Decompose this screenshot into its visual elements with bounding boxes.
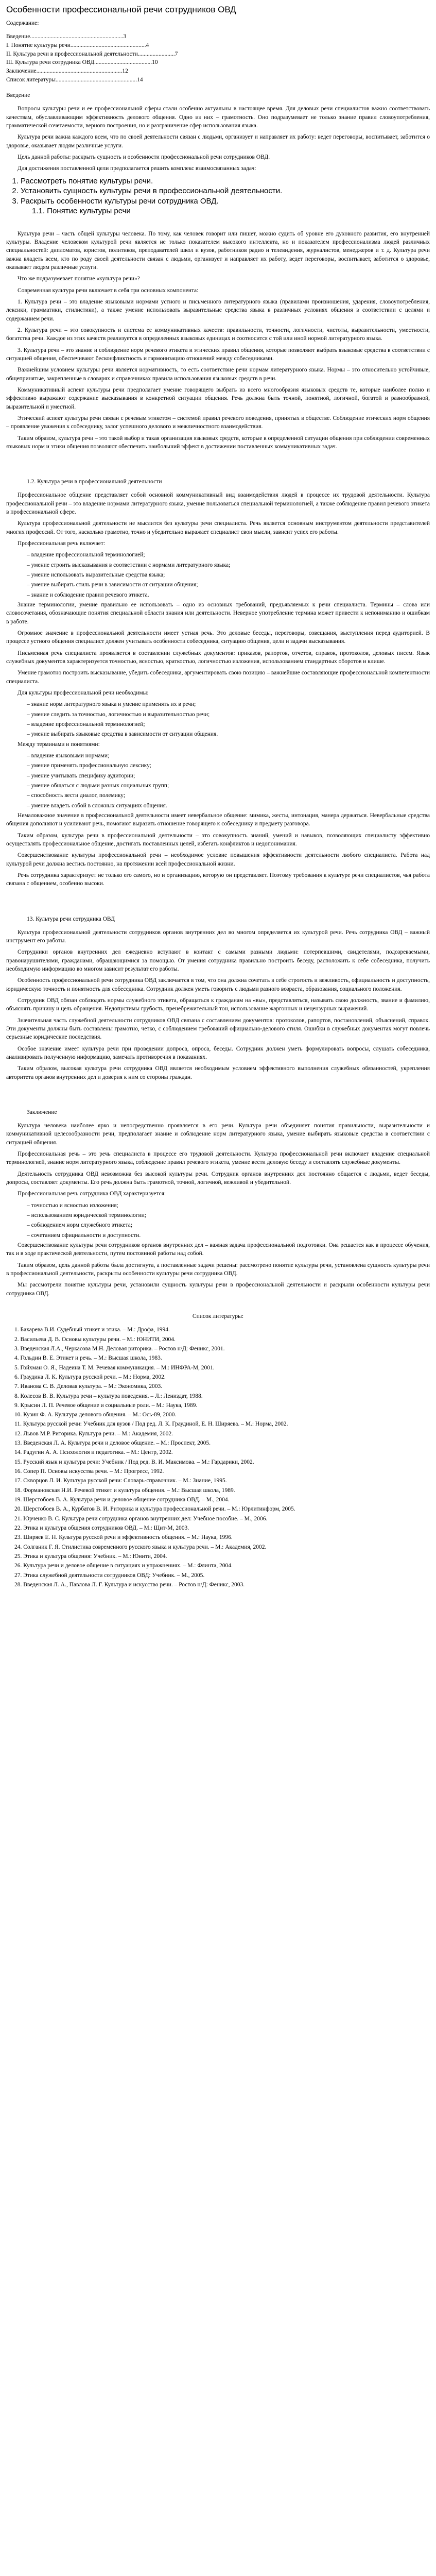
list-item-text: умение следить за точностью, логичностью и выразительностью речи;	[31, 711, 210, 718]
reference-item: 28. Введенская Л. А., Павлова Л. Г. Культура и искусство речи. – Ростов н/Д: Феникс, 2003.	[14, 1582, 245, 1588]
paragraph: Совершенствование культуры речи сотрудников органов внутренних дел – важная задача профессиональной подготовки. Она решается как в процессе обучения, так и в ходе практической деятельности, путем постоянной работы над собой.	[6, 1242, 430, 1257]
list-item: – способность вести диалог, полемику;	[27, 792, 126, 799]
reference-item: 22. Этика и культура общения сотрудников ОВД. – М.: Щит-М, 2003.	[14, 1525, 189, 1532]
list-item: – владение профессиональной терминологией;	[27, 721, 145, 727]
list-item: – соблюдением норм служебного этикета;	[27, 1222, 133, 1229]
list-item: – умение выбирать стиль речи в зависимости от ситуации общения;	[27, 582, 198, 588]
reference-item: 7. Иванова С. В. Деловая культура. – М.: Экономика, 2003.	[14, 1383, 163, 1390]
reference-item: 20. Шерстобоев В. А., Курбатов В. И. Риторика и культура профессиональной речи. – М.: Юрлитинформ, 2005.	[14, 1506, 295, 1513]
paragraph: Профессиональная речь включает:	[18, 540, 106, 547]
paragraph: Немаловажное значение в профессиональной деятельности имеет невербальное общение: мимика, жесты, интонация, манера держаться. Невербальные средства общения дополняют и усиливают речь, помогают выразить отношение говорящего к собеседнику и предмету разговора.	[6, 812, 430, 827]
paragraph: Культура речи важна каждого всем, что по своей деятельности связан с людьми, организует и направляет их работу: ведет переговоры, воспитывает, заботится о здоровье, оказывает людям различные услуги.	[6, 134, 430, 149]
reference-item: 16. Сопер П. Основы искусства речи. – М.: Прогресс, 1992.	[14, 1468, 164, 1475]
paragraph: Сотрудники органов внутренних дел ежедневно вступают в контакт с самыми разными людьми: потерпевшими, свидетелями, подозреваемыми, правонарушителями, гражданами, обращающимися за помощью. От умения сотрудника правильно построить беседу, расположить к себе собеседника, получить необходимую информацию во многом зависит результат его работы.	[6, 949, 430, 972]
paragraph: Таким образом, культура речи – это такой выбор и такая организация языковых средств, которые в определенной ситуации общения при соблюдении современных языковых норм и этики общения позволяют обеспечить наибольший эффект в достижении поставленных коммуникативных задач.	[6, 435, 430, 450]
paragraph: Что же подразумевает понятие «культура речи»?	[18, 276, 140, 282]
list-item: 2. Установить сущность культуры речи в профессиональной деятельности.	[21, 186, 430, 196]
toc-line[interactable]: Заключение..........................................................12	[6, 68, 128, 75]
paragraph: Значительная часть служебной деятельности сотрудников ОВД связана с составлением документов: протоколов, рапортов, постановлений, объяснений, справок. Эти документы должны быть составлены грамотно, четко, с соблюдением требований официально-делового стиля. Ошибки в служебных документах могут повлечь серьезные юридические последствия.	[6, 1017, 430, 1041]
paragraph: Особенность профессиональной речи сотрудника ОВД заключается в том, что она должна сочетать в себе строгость и вежливость, официальность и доступность, юридическую точность и понятность для собеседника. Сотрудник должен уметь говорить с людьми разного возраста, образования, социального положения.	[6, 977, 430, 992]
list-item-text: умение владеть собой в сложных ситуациях общения.	[31, 802, 167, 809]
list-item: – умение выбирать языковые средства в зависимости от ситуации общения.	[27, 731, 218, 738]
paragraph: 3. Культура речи – это знание и соблюдение норм речевого этикета и этических правил общения, которые позволяют выбрать языковые средства в соответствии с ситуацией общения, обеспечивают бесконфликтность и гармонизацию отношений между собеседниками.	[6, 347, 430, 362]
toc-line[interactable]: I. Понятие культуры речи...................................................4	[6, 42, 149, 49]
paragraph: Деятельность сотрудника ОВД невозможна без высокой культуры речи. Сотрудник органов внутренних дел постоянно общается с людьми, ведет беседы, допросы, составляет документы. Его речь должна быть грамотной, точной, логичной, вежливой и убедительной.	[6, 1171, 430, 1185]
paragraph: Таким образом, культура речи в профессиональной деятельности – это совокупность знаний, умений и навыков, позволяющих специалисту эффективно осуществлять профессиональное общение, достигать поставленных целей, избегать конфликтов и недопонимания.	[6, 832, 430, 847]
toc-line[interactable]: III. Культура речи сотрудника ОВД.......................................10	[6, 59, 158, 66]
paragraph: Совершенствование культуры профессиональной речи – необходимое условие повышения эффективности деятельности любого специалиста. Работа над культурой речи должна вестись постоянно, на протяжении всей профессиональной жизни.	[6, 852, 430, 867]
reference-item: 19. Шерстобоев В. А. Культура речи и деловое общение сотрудника ОВД. – М., 2004.	[14, 1497, 230, 1503]
list-item: – умение следить за точностью, логичностью и выразительностью речи;	[27, 711, 210, 718]
paragraph: Для достижения поставленной цели предполагается решить комплекс взаимосвязанных задач:	[18, 165, 256, 172]
spacer	[6, 1084, 430, 1097]
paragraph: Между терминами и понятиями:	[18, 741, 100, 748]
list-item-text: владение профессиональной терминологией;	[31, 721, 145, 727]
reference-item: 15. Русский язык и культура речи: Учебник / Под ред. В. И. Максимова. – М.: Гардарики, 2002.	[14, 1459, 254, 1465]
list-item-text: умение общаться с людьми разных социальных групп;	[31, 782, 169, 789]
paragraph: Коммуникативный аспект культуры речи предполагает умение говорящего выбрать из всего многообразия языковых средств те, которые наиболее полно и эффективно выражают содержание высказывания в конкретной ситуации общения. Речь должна быть точной, понятной, логичной, богатой и разнообразной, выразительной и уместной.	[6, 387, 430, 410]
spacer	[6, 454, 430, 466]
paragraph: Письменная речь специалиста проявляется в составлении служебных документов: приказов, рапортов, отчетов, справок, протоколов, деловых писем. Язык служебных документов характеризуется точностью, ясностью, краткостью, логичностью изложения, использованием стандартных оборотов и клише.	[6, 650, 430, 665]
reference-item: 11. Культура русской речи: Учебник для вузов / Под ред. Л. К. Граудиной, Е. Н. Ширяева. – М.: Норма, 2002.	[14, 1421, 288, 1428]
spacer	[6, 1301, 430, 1307]
paragraph: Культура человека наиболее ярко и непосредственно проявляется в его речи. Культура речи объединяет понятия правильности, выразительности и коммуникативной целесообразности речи, предполагает знание и соблюдение норм литературного языка, умение выбирать языковые средства в соответствии с ситуацией общения.	[6, 1122, 430, 1146]
references-heading: Список литературы:	[192, 1313, 244, 1319]
list-item-text: умение учитывать специфику аудитории;	[31, 772, 135, 779]
paragraph: Таким образом, высокая культура речи сотрудника ОВД является необходимым условием эффективного выполнения служебных обязанностей, укрепления авторитета органов внутренних дел и доверия к ним со стороны граждан.	[6, 1065, 430, 1080]
reference-item: 9. Крысин Л. П. Речевое общение и социальные роли. – М.: Наука, 1989.	[14, 1402, 198, 1409]
list-item: – владение профессиональной терминологией;	[27, 552, 145, 558]
reference-item: 13. Введенская Л. А. Культура речи и деловое общение. – М.: Проспект, 2005.	[14, 1440, 211, 1447]
toc-line[interactable]: Список литературы.......................................................14	[6, 76, 143, 83]
list-item-text: владение языковыми нормами;	[31, 752, 110, 759]
chapter-heading: 13. Культура речи сотрудника ОВД	[27, 916, 115, 922]
list-item: – сочетанием официальности и доступности.	[27, 1232, 141, 1239]
reference-item: 21. Юрченко В. С. Культура речи сотрудника органов внутренних дел: Учебное пособие. – М., 2006.	[14, 1515, 268, 1522]
list-item: 1.1. Понятие культуры речи	[32, 207, 131, 216]
list-item: – знание норм литературного языка и умение применять их в речи;	[27, 701, 196, 708]
reference-item: 25. Этика и культура общения: Учебник. – М.: Юнити, 2004.	[14, 1553, 167, 1560]
reference-item: 24. Солганик Г. Я. Стилистика современного русского языка и культура речи. – М.: Академия, 2002.	[14, 1544, 267, 1550]
list-item-text: использованием юридической терминологии;	[31, 1212, 146, 1218]
list-item-text: умение выбирать языковые средства в зависимости от ситуации общения.	[31, 731, 218, 738]
references-list	[6, 1326, 430, 1589]
list-item: – умение общаться с людьми разных социальных групп;	[27, 782, 169, 789]
list-item: – умение применять профессиональную лексику;	[27, 762, 151, 769]
list-item-text: умение выбирать стиль речи в зависимости от ситуации общения;	[31, 582, 198, 588]
list-item-text: способность вести диалог, полемику;	[31, 792, 126, 799]
paragraph: Профессиональная речь – это речь специалиста в процессе его трудовой деятельности. Культура профессиональной речи включает владение специальной терминологией, знание норм литературного языка, соблюдение правил речевого этикета, умение вести деловую беседу и составлять служебные документы.	[6, 1150, 430, 1166]
reference-item: 10. Кузин Ф. А. Культура делового общения. – М.: Ось-89, 2000.	[14, 1412, 177, 1418]
paragraph: Речь сотрудника характеризует не только его самого, но и организацию, которую он представляет. Поэтому требования к культуре речи специалистов, чья работа связана с общением, особенно высоки.	[6, 872, 430, 887]
list-item-text: соблюдением норм служебного этикета;	[31, 1222, 133, 1229]
reference-item: 23. Ширяев Е. Н. Культура русской речи и эффективность общения. – М.: Наука, 1996.	[14, 1534, 233, 1541]
toc-line[interactable]: II. Культура речи в профессиональной деятельности.........................7	[6, 50, 178, 57]
paragraph: 1. Культура речи – это владение языковыми нормами устного и письменного литературного языка (правилами произношения, ударения, словоупотребления, лексики, грамматики, стилистики), а также умение использовать выразительные средства языка в различных условиях общения в соответствии с целями и содержанием речи.	[6, 299, 430, 322]
reference-item: 17. Скворцов Л. И. Культура русской речи: Словарь-справочник. – М.: Знание, 1995.	[14, 1478, 227, 1484]
list-item: 3. Раскрыть особенности культуры речи сотрудника ОВД.	[21, 196, 430, 207]
paragraph: Профессиональное общение представляет собой основной коммуникативный вид взаимодействия людей в процессе их трудовой деятельности. Культура профессиональной речи – это владение нормами литературного языка, умение пользоваться специальной терминологией, а также соблюдение правил речевого этикета в профессиональной сфере.	[6, 492, 430, 516]
reference-item: 12. Львов М.Р. Риторика. Культура речи. – М.: Академия, 2002.	[14, 1430, 173, 1437]
reference-item: 18. Формановская Н.И. Речевой этикет и культура общения. – М.: Высшая школа, 1989.	[14, 1487, 235, 1494]
paragraph: Знание терминологии, умение правильно ее использовать – одно из основных требований, предъявляемых к речи специалиста. Термины – слова или словосочетания, обозначающие понятия специальной области знания или деятельности. Неверное употребление термина может привести к непониманию и ошибкам в работе.	[6, 602, 430, 625]
chapter-3	[6, 915, 430, 1081]
reference-item: 26. Культура речи и деловое общение в ситуациях и упражнениях. – М.: Флинта, 2004.	[14, 1563, 233, 1569]
paragraph: Культура профессиональной деятельности не мыслится без культуры речи специалиста. Речь является основным инструментом деятельности представителей многих профессий. От того, насколько грамотно, точно и убедительно выражает специалист свои мысли, зависит успех его работы.	[6, 520, 430, 535]
list-item: 1. Рассмотреть понятие культуры речи.	[21, 176, 430, 187]
paragraph: Культура профессиональной деятельности сотрудников органов внутренних дел во многом определяется их культурой речи. Речь сотрудника ОВД – важный инструмент его работы.	[6, 929, 430, 944]
list-item: – умение владеть собой в сложных ситуациях общения.	[27, 802, 167, 809]
chapter-2	[6, 478, 430, 888]
reference-item: 27. Этика служебной деятельности сотрудников ОВД: Учебник. – М., 2005.	[14, 1572, 205, 1579]
paragraph: Сотрудник ОВД обязан соблюдать нормы служебного этикета, обращаться к гражданам на «вы», представляться, называть свою должность, звание и фамилию, объяснять причину и цель обращения. Недопустимы грубость, пренебрежительный тон, использование жаргонных и нецензурных выражений.	[6, 997, 430, 1012]
chapter-1	[6, 230, 430, 451]
reference-item: 1. Бахарева В.И. Судебный этикет и этика. – М.: Дрофа, 1994.	[14, 1327, 170, 1333]
toc-line[interactable]: Введение...............................................................3	[6, 33, 127, 40]
reference-item: 8. Колесов В. В. Культура речи – культура поведения. – Л.: Лениздат, 1988.	[14, 1393, 203, 1399]
chapter-heading: 1.2. Культура речи в профессиональной деятельности	[27, 479, 162, 485]
list-item-text: умение строить высказывания в соответствии с нормами литературного языка;	[31, 562, 231, 568]
reference-item: 6. Граудина Л. К. Культура русской речи. – М.: Норма, 2002.	[14, 1374, 166, 1380]
paragraph: Умение грамотно построить высказывание, убедить собеседника, аргументировать свою позицию – важнейшие составляющие профессиональной компетентности специалиста.	[6, 670, 430, 685]
paragraph: Важнейшим условием культуры речи является нормативность, то есть соответствие речи нормам литературного языка. Нормы – это относительно устойчивые, общепринятые, закрепленные в словарях и справочниках правила использования языковых средств в речи.	[6, 367, 430, 382]
list-item-text: знание и соблюдение правил речевого этикета.	[31, 591, 149, 598]
spacer	[6, 891, 430, 904]
list-item-text: владение профессиональной терминологией;	[31, 552, 145, 558]
paragraph: Огромное значение в профессиональной деятельности имеет устная речь. Это деловые беседы, переговоры, совещания, выступления перед аудиторией. В процессе устного общения специалист должен учитывать особенности собеседника, ситуацию общения, цели и задачи высказывания.	[6, 630, 430, 645]
list-item: – умение учитывать специфику аудитории;	[27, 772, 135, 779]
list-item: – точностью и ясностью изложения;	[27, 1202, 118, 1209]
paragraph: 2. Культура речи – это совокупность и система ее коммуникативных качеств: правильности, точности, логичности, чистоты, выразительности, уместности, богатства речи. Каждое из этих качеств реализуется в определенных языковых единицах и соотносится с той или иной нормой литературного языка.	[6, 327, 430, 342]
reference-item: 2. Васильева Д. В. Основы культуры речи. – М.: ЮНИТИ, 2004.	[14, 1336, 176, 1343]
reference-item: 3. Введенская Л.А., Черкасова М.Н. Деловая риторика. – Ростов н/Д: Феникс, 2001.	[14, 1345, 225, 1352]
paragraph: Профессиональная речь сотрудника ОВД характеризуется:	[18, 1191, 166, 1197]
list-item: – знание и соблюдение правил речевого этикета.	[27, 591, 149, 598]
paragraph: Цель данной работы: раскрыть сущность и особенности профессиональной речи сотрудников ОВД.	[18, 154, 270, 161]
paragraph: Культура речи – часть общей культуры человека. По тому, как человек говорит или пишет, можно судить об уровне его духовного развития, его внутренней культуры. Владение человеком культурой речи является не только показателем высокого интеллекта, но и показателем профессионализма людей различных специальностей: дипломатов, юристов, политиков, преподавателей школ и вузов, работников радио и телевидения, журналистов, менеджеров и т. д. Культура речи важна владеть всем, кто по роду своей деятельности связан с людьми, организует и направляет их работу, ведет переговоры, воспитывает, заботится о здоровье, оказывает людям различные услуги.	[6, 230, 430, 271]
paragraph: Мы рассмотрели понятие культуры речи, установили сущность культуры речи в профессиональной деятельности и раскрыли особенности культуры речи сотрудника ОВД.	[6, 1282, 430, 1297]
tasks-list	[6, 176, 430, 216]
reference-item: 14. Радугин А. А. Психология и педагогика. – М.: Центр, 2002.	[14, 1449, 173, 1456]
paragraph: Для культуры профессиональной речи необходимы:	[18, 689, 149, 696]
conclusion-heading: Заключение	[27, 1109, 57, 1115]
document-title: Особенности профессиональной речи сотрудников ОВД	[6, 5, 236, 14]
paragraph: Особое значение имеет культура речи при проведении допроса, опроса, беседы. Сотрудник должен уметь формулировать вопросы, слушать собеседника, анализировать полученную информацию, замечать противоречия в показаниях.	[6, 1045, 430, 1060]
list-item: – умение строить высказывания в соответствии с нормами литературного языка;	[27, 562, 231, 568]
table-of-contents	[6, 32, 430, 84]
paragraph: Таким образом, цель данной работы была достигнута, а поставленные задачи решены: рассмотрено понятие культуры речи, установлена сущность культуры речи в профессиональной деятельности, раскрыты особенности культуры речи сотрудника ОВД.	[6, 1262, 430, 1277]
reference-item: 5. Гойхман О. Я., Надеина Т. М. Речевая коммуникация. – М.: ИНФРА-М, 2001.	[14, 1364, 215, 1371]
reference-item: 4. Гольдин В. Е. Этикет и речь. – М.: Высшая школа, 1983.	[14, 1355, 162, 1362]
list-item: – умение использовать выразительные средства языка;	[27, 572, 165, 579]
references	[6, 1312, 430, 1589]
list-item-text: точностью и ясностью изложения;	[31, 1202, 118, 1209]
paragraph: Этический аспект культуры речи связан с речевым этикетом – системой правил речевого поведения, принятых в обществе. Соблюдение этических норм общения – проявление уважения к собеседнику, залог успешного делового и межличностного взаимодействия.	[6, 415, 430, 430]
spacer	[6, 224, 430, 230]
list-item-text: умение применять профессиональную лексику;	[31, 762, 151, 769]
conclusion	[6, 1108, 430, 1298]
list-item-text: сочетанием официальности и доступности.	[31, 1232, 141, 1239]
list-item: – владение языковыми нормами;	[27, 752, 110, 759]
paragraph: Вопросы культуры речи и ее профессиональной сферы стали особенно актуальны в настоящее время. Для деловых речи специалистов важно соответствовать качествам, обуславливающим эффективность делового общения. Одно из них – грамотность. Оно подразумевает не только знание правил словоупотребления, грамматической сочетаемости, верного построения, но и разграничение сфер использования языка.	[6, 106, 430, 129]
list-item-text: знание норм литературного языка и умение применять их в речи;	[31, 701, 196, 708]
contents-label: Содержание:	[6, 20, 39, 27]
list-item: – использованием юридической терминологии;	[27, 1212, 146, 1218]
list-item-text: умение использовать выразительные средства языка;	[31, 572, 165, 579]
paragraph: Современная культура речи включает в себя три основных компонента:	[18, 287, 199, 294]
intro-heading: Введение	[6, 92, 30, 99]
